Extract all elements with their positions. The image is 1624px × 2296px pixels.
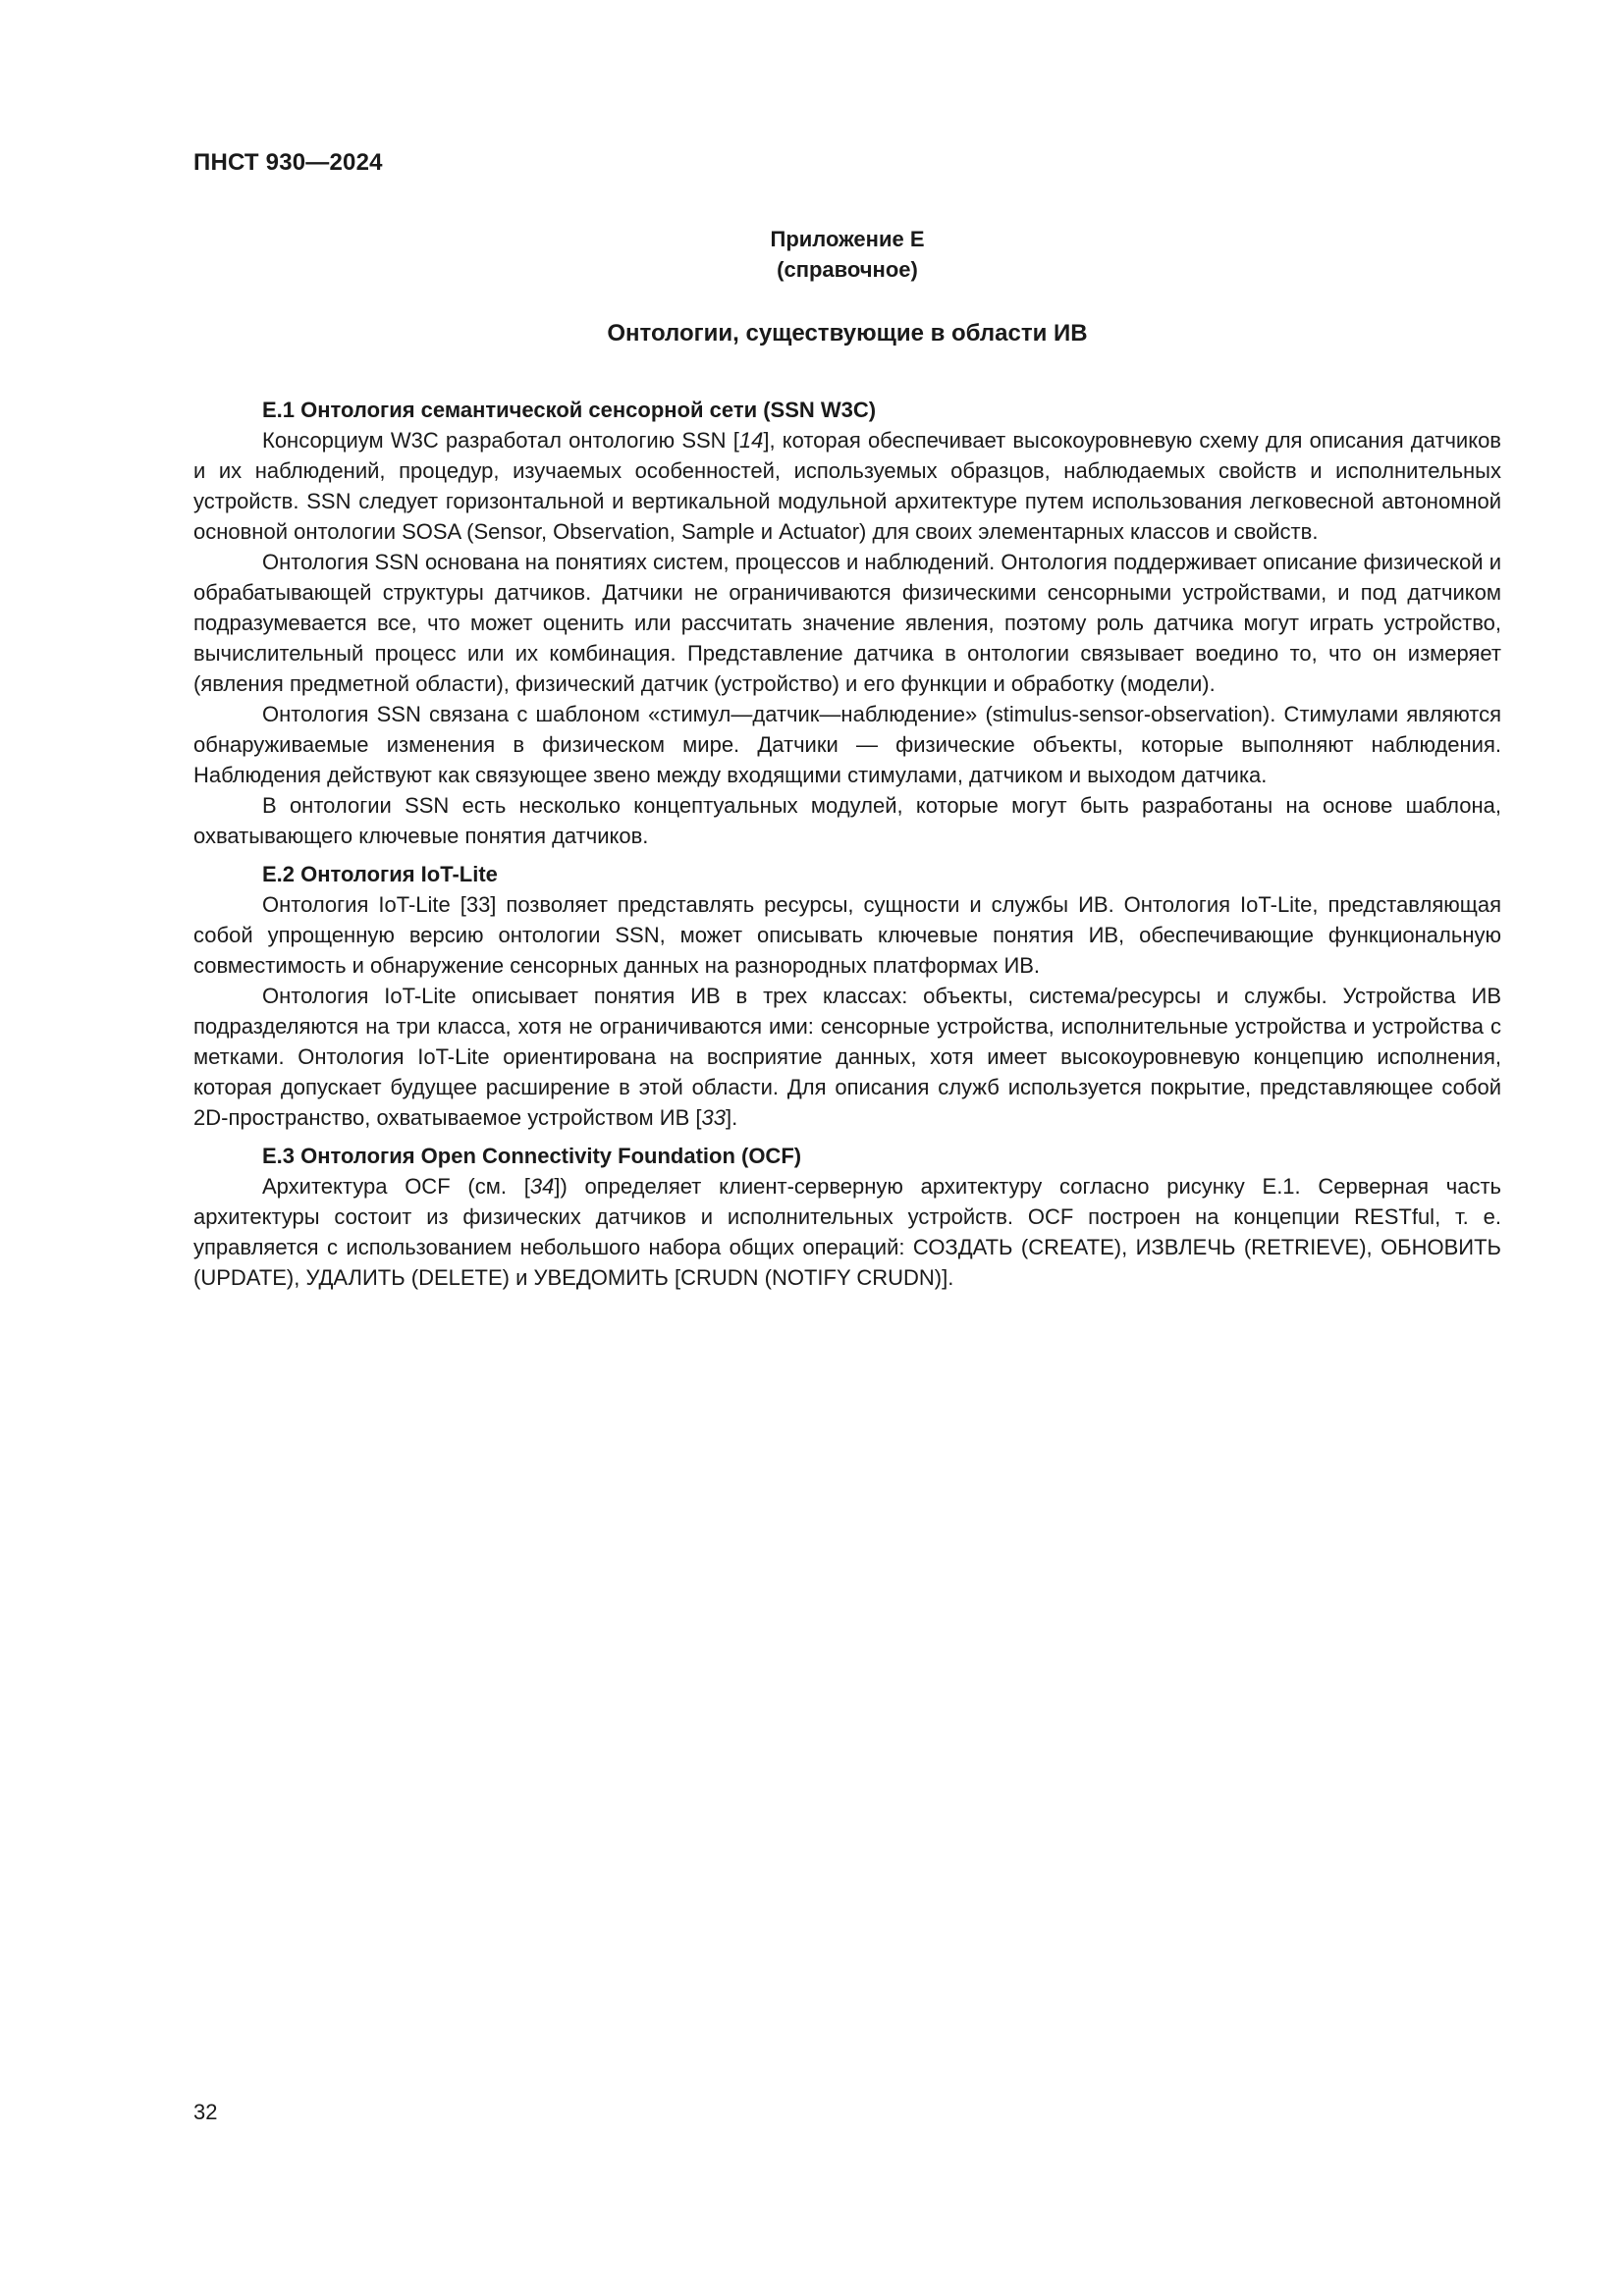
annex-type: (справочное)	[777, 257, 918, 282]
paragraph: Онтология SSN связана с шаблоном «стимул—датчик—наблюдение» (stimulus-sensor-observation). Стимулами являются обнаруживаемые изменения в физическом мире. Датчики — физические объекты, которые выполняют наблюдения. Наблюдения действуют как связующее звено между входящими стимулами, датчиком и выходом датчика.	[193, 702, 1501, 787]
text-run: Архитектура OCF (см. [	[262, 1174, 530, 1199]
text-run: ].	[725, 1105, 738, 1130]
reference-number: 14	[738, 428, 764, 453]
paragraph: Онтология IoT-Lite [33] позволяет представлять ресурсы, сущности и службы ИВ. Онтология IoT-Lite, представляющая собой упрощенную версию онтологии SSN, может описывать ключевые понятия ИВ, обеспечивающие функциональную совместимость и обнаружение сенсорных данных на разнородных платформах ИВ.	[193, 892, 1501, 978]
text-run: Онтология IoT-Lite описывает понятия ИВ в трех классах: объекты, система/ресурсы и службы. Устройства ИВ подразделяются на три класса, хотя не ограничиваются ими: сенсорные устройства, исполнительные устройства и устройства с метками. Онтология IoT-Lite ориентирована на восприятие данных, хотя имеет высокоуровневую концепцию исполнения, которая допускает будущее расширение в этой области. Для описания служб используется покрытие, представляющее собой 2D-пространство, охватываемое устройством ИВ [	[193, 984, 1501, 1130]
section-e3	[193, 1141, 1501, 1293]
paragraph: В онтологии SSN есть несколько концептуальных модулей, которые могут быть разработаны на основе шаблона, охватывающего ключевые понятия датчиков.	[193, 793, 1501, 848]
section-heading: Е.2 Онтология IoT-Lite	[262, 862, 498, 886]
annex-title: Онтологии, существующие в области ИВ	[607, 320, 1088, 347]
paragraph	[193, 981, 1501, 1133]
document-body	[193, 395, 1501, 1293]
paragraph	[193, 1171, 1501, 1293]
document-code: ПНСТ 930—2024	[193, 149, 383, 176]
annex-header	[193, 224, 1501, 285]
text-run: Консорциум W3C разработал онтологию SSN [	[262, 428, 739, 453]
paragraph	[193, 425, 1501, 547]
section-heading: Е.1 Онтология семантической сенсорной сети (SSN W3C)	[262, 398, 877, 422]
section-e2	[193, 859, 1501, 1133]
page-number: 32	[193, 2100, 218, 2124]
paragraph: Онтология SSN основана на понятиях систем, процессов и наблюдений. Онтология поддерживает описание физической и обрабатывающей структуры датчиков. Датчики не ограничиваются физическими сенсорными устройствами, и под датчиком подразумевается все, что может оценить или рассчитать значение явления, поэтому роль датчика могут играть устройство, вычислительный процесс или их комбинация. Представление датчика в онтологии связывает воедино то, что он измеряет (явления предметной области), физический датчик (устройство) и его функции и обработку (модели).	[193, 550, 1501, 696]
section-e1	[193, 395, 1501, 851]
text-run: ], которая обеспечивает высокоуровневую схему для описания датчиков и их наблюдений, процедур, изучаемых особенностей, используемых образцов, наблюдаемых свойств и исполнительных устройств. SSN следует горизонтальной и вертикальной модульной архитектуре путем использования легковесной автономной основной онтологии SOSA (Sensor, Observation, Sample и Actuator) для своих элементарных классов и свойств.	[193, 428, 1501, 544]
reference-number: 33	[701, 1105, 726, 1130]
text-run: ]) определяет клиент-серверную архитектуру согласно рисунку Е.1. Серверная часть архитектуры состоит из физических датчиков и исполнительных устройств. OCF построен на концепции RESTful, т. е. управляется с использованием небольшого набора общих операций: СОЗДАТЬ (CREATE), ИЗВЛЕЧЬ (RETRIEVE), ОБНОВИТЬ (UPDATE), УДАЛИТЬ (DELETE) и УВЕДОМИТЬ [CRUDN (NOTIFY CRUDN)].	[193, 1174, 1501, 1290]
annex-label: Приложение Е	[770, 227, 925, 251]
section-heading: Е.3 Онтология Open Connectivity Foundation (OCF)	[262, 1144, 802, 1168]
reference-number: 34	[529, 1174, 555, 1199]
